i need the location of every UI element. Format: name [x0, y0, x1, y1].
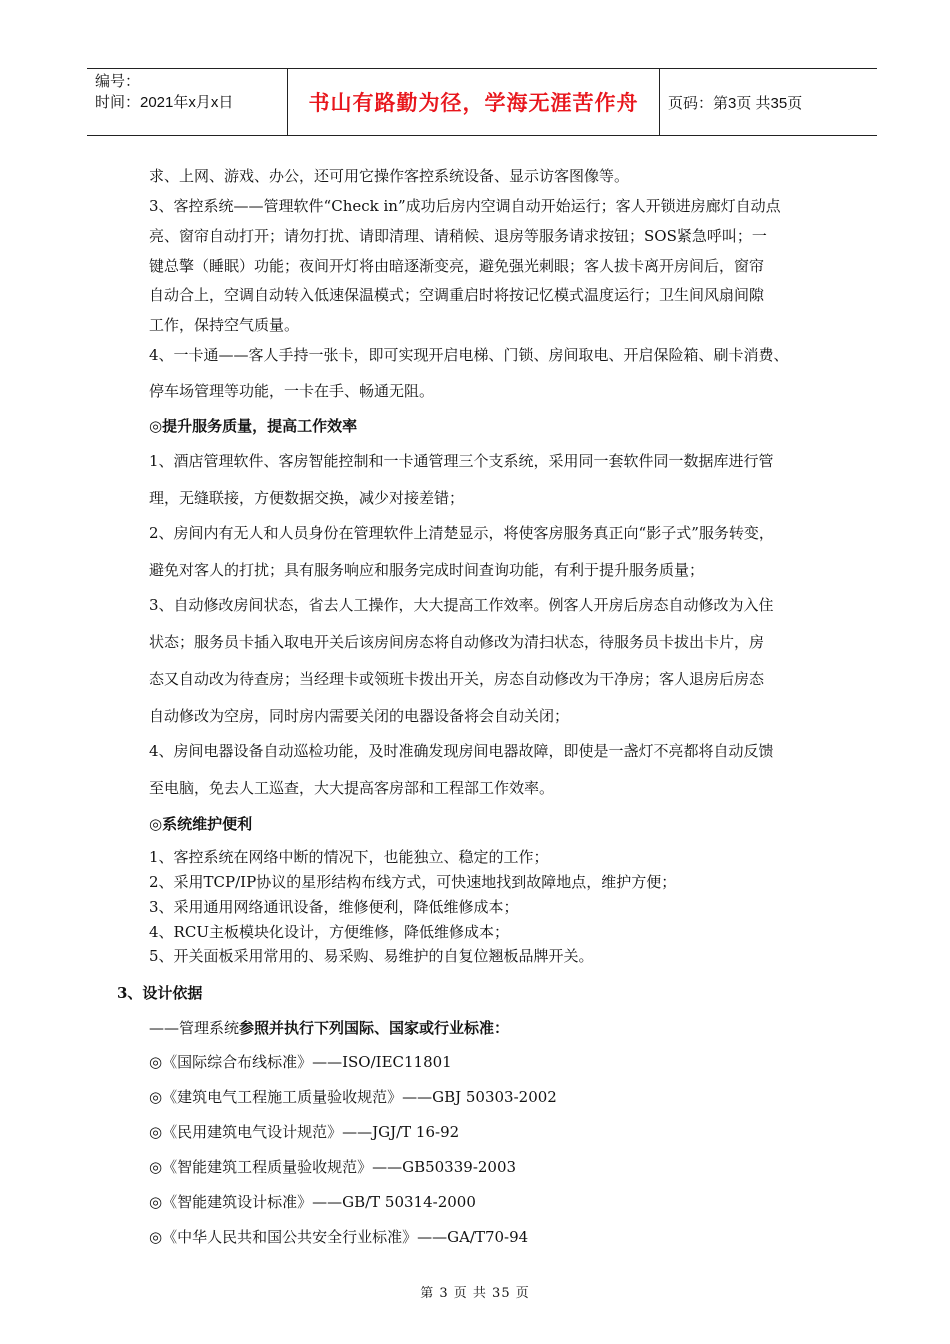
body-line: 至电脑，免去人工巡查，大大提高客房部和工程部工作效率。 — [149, 779, 555, 797]
header-motto: 书山有路勤为径，学海无涯苦作舟 — [287, 69, 660, 135]
body-line: 2、房间内有无人和人员身份在管理软件上清楚显示，将使客房服务真正向“影子式”服务转变， — [149, 524, 774, 542]
section-heading-maintenance: ◎系统维护便利 — [149, 815, 253, 833]
header-page-info: 页码：第3页 共35页 — [668, 94, 803, 112]
body-line: 亮、窗帘自动打开；请勿打扰、请即清理、请稍候、退房等服务请求按钮；SOS紧急呼叫；一 — [149, 227, 767, 245]
body-line: 4、一卡通——客人手持一张卡，即可实现开启电梯、门锁、房间取电、开启保险箱、刷卡消费、 — [149, 346, 789, 364]
page-footer-number: 第 3 页 共 35 页 — [420, 1286, 530, 1301]
section-heading-service-quality: ◎提升服务质量，提高工作效率 — [149, 417, 358, 435]
body-line: 理，无缝联接，方便数据交换，减少对接差错； — [149, 489, 465, 507]
standards-intro — [149, 1018, 509, 1038]
body-line: 避免对客人的打扰；具有服务响应和服务完成时间查询功能，有利于提升服务质量； — [149, 561, 705, 579]
body-line: 3、采用通用网络通讯设备，维修便利，降低维修成本； — [149, 898, 519, 916]
body-line: 求、上网、游戏、办公，还可用它操作客控系统设备、显示访客图像等。 — [149, 167, 630, 185]
body-line: 停车场管理等功能，一卡在手、畅通无阻。 — [149, 382, 435, 400]
body-line: 3、客控系统——管理软件“Check in”成功后房内空调自动开始运行；客人开锁进房廊灯自动点 — [149, 197, 781, 215]
standards-intro-bold: 参照并执行下列国际、国家或行业标准： — [239, 1019, 510, 1037]
standard-item: ◎《智能建筑设计标准》——GB/T 50314-2000 — [149, 1193, 476, 1211]
section-heading-design-basis: 3、设计依据 — [117, 984, 203, 1002]
standard-item: ◎《智能建筑工程质量验收规范》——GB50339-2003 — [149, 1158, 517, 1176]
body-line: 态又自动改为待查房；当经理卡或领班卡拨出开关，房态自动修改为干净房；客人退房后房态 — [149, 670, 765, 688]
body-line: 键总擎（睡眠）功能；夜间开灯将由暗逐渐变亮，避免强光刺眼；客人拔卡离开房间后，窗帘 — [149, 257, 765, 275]
document-number-label: 编号： — [95, 73, 141, 90]
standards-intro-prefix: ——管理系统 — [149, 1019, 240, 1037]
body-line: 1、酒店管理软件、客房智能控制和一卡通管理三个支系统，采用同一套软件同一数据库进行管 — [149, 452, 774, 470]
body-line: 2、采用TCP/IP协议的星形结构布线方式，可快速地找到故障地点，维护方便； — [149, 873, 677, 891]
body-line: 4、RCU主板模块化设计，方便维修，降低维修成本； — [149, 923, 509, 941]
body-line: 3、自动修改房间状态，省去人工操作，大大提高工作效率。例客人开房后房态自动修改为入住 — [149, 596, 774, 614]
body-line: 自动合上，空调自动转入低速保温模式；空调重启时将按记忆模式温度运行；卫生间风扇间隙 — [149, 286, 765, 304]
body-line: 4、房间电器设备自动巡检功能，及时准确发现房间电器故障，即使是一盏灯不亮都将自动反馈 — [149, 742, 774, 760]
body-line: 工作，保持空气质量。 — [149, 316, 300, 334]
standard-item: ◎《民用建筑电气设计规范》——JGJ/T 16-92 — [149, 1123, 460, 1141]
body-line: 5、开关面板采用常用的、易采购、易维护的自复位翘板品牌开关。 — [149, 947, 594, 965]
standard-item: ◎《建筑电气工程施工质量验收规范》——GBJ 50303-2002 — [149, 1088, 557, 1106]
body-line: 状态；服务员卡插入取电开关后该房间房态将自动修改为清扫状态，待服务员卡拔出卡片，房 — [149, 633, 765, 651]
document-date: 时间：2021年x月x日 — [95, 94, 234, 111]
standard-item: ◎《中华人民共和国公共安全行业标准》——GA/T70-94 — [149, 1228, 529, 1246]
standard-item: ◎《国际综合布线标准》——ISO/IEC11801 — [149, 1053, 452, 1071]
body-line: 自动修改为空房，同时房内需要关闭的电器设备将会自动关闭； — [149, 707, 570, 725]
body-line: 1、客控系统在网络中断的情况下，也能独立、稳定的工作； — [149, 848, 549, 866]
